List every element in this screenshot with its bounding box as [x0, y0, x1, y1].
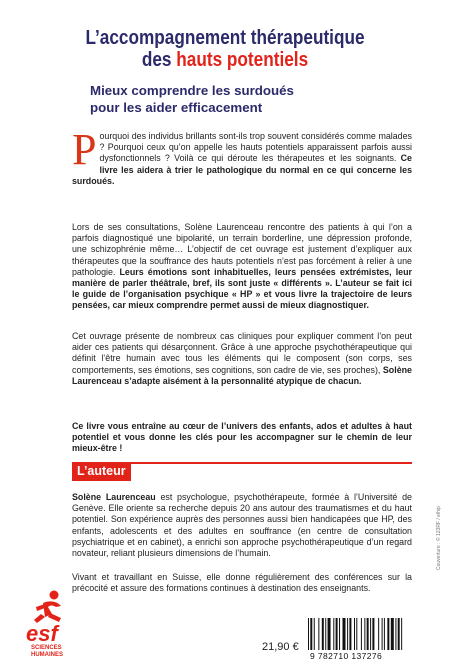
auteur-name: Solène Laurenceau	[72, 492, 156, 502]
para3-text: Cet ouvrage présente de nombreux cas cliniques pour expliquer comment l’on peut aider ces patients qui désarçonnent. Grâce à une approche psychothérapeutique qui définit l’être humain avec tous les éléments qui le composent (son corps, ses comportements, ses émotions, ses cognitions, son cadre de vie, ses proches),	[72, 331, 412, 375]
subtitle-line-2: pour les aider efficacement	[90, 100, 263, 115]
logo-sub2: HUMAINES	[31, 652, 64, 657]
title-prefix: des	[141, 49, 177, 71]
auteur-bio-2	[72, 572, 412, 594]
para3-text-bold: Solène Laurenceau s’adapte aisément à la personnalité atypique de chacun.	[72, 364, 412, 386]
paragraph-3	[72, 331, 412, 387]
book-subtitle	[90, 82, 294, 116]
auteur-bio2-text: Vivant et travaillant en Suisse, elle donne régulièrement des conférences sur la précocité et assure des formations continues à destination des enseignants.	[72, 572, 412, 594]
intro-text-bold: Ce livre les aidera à trier le pathologique du normal en ce qui concerne les surdoués.	[72, 153, 412, 186]
book-title	[32, 27, 419, 71]
title-highlight: hauts potentiels	[176, 49, 309, 71]
paragraph-4	[72, 421, 412, 455]
auteur-bio-text: est psychologue, psychothérapeute, formée à l’Université de Genève. Elle oriente sa recherche depuis 20 ans autour des traumatismes et du haut potentiel. Son expérience auprès des personnes aussi bien handicapées que HP, des enfants, adolescents et des adultes en souffrance (en centre de consultation psychiatrique et en cabinet), a enrichi son approche psychothérapeutique d’un regard novateur, reliant plusieurs dimensions de l’humain.	[72, 492, 412, 559]
running-figure-icon	[34, 591, 61, 624]
isbn-number: 9 782710 137276	[310, 651, 383, 661]
intro-paragraph	[72, 125, 412, 187]
auteur-heading: L’auteur	[72, 462, 131, 481]
title-line-2	[32, 49, 419, 71]
subtitle-line-1: Mieux comprendre les surdoués	[90, 83, 294, 98]
dropcap-letter: P	[72, 125, 97, 174]
auteur-bio	[72, 492, 412, 559]
logo-sub1: SCIENCES	[31, 645, 62, 651]
para4-text-bold: Ce livre vous entraîne au cœur de l’univers des enfants, ados et adultes à haut potentiel et vous donne les clés pour les accompagner sur le chemin de leur mieux-être !	[72, 421, 412, 454]
cover-credits: Couverture : © 123RF / elhip	[436, 506, 442, 570]
para2-text: Lors de ses consultations, Solène Laurenceau rencontre des patients à qui l’on a parfois diagnostiqué une bipolarité, un terrain borderline, une dépression profonde, une schizophrénie même… L’objectif de cet ouvrage est justement d’expliquer aux thérapeutes que la souffrance des hauts potentiels n’est pas forcément à relier à une pathologie.	[72, 222, 412, 277]
esf-logo	[23, 587, 75, 657]
price-label: 21,90 €	[262, 641, 299, 653]
title-line-1: L’accompagnement thérapeutique	[85, 27, 365, 49]
para2-text-bold: Leurs émotions sont inhabituelles, leurs pensées extrémistes, leur manière de parler théâtrale, bref, ils sont juste « différents ». L’auteur se fait ici le guide de l’organisation psychique « HP » et vous livre la trajectoire de leurs pensées, car mieux comprendre permet aussi de mieux diagnostiquer.	[72, 266, 412, 311]
intro-text: ourquoi des individus brillants sont-ils trop souvent considérés comme malades ? Pourquoi ceux qu’on appelle les hauts potentiels apparaissent parfois aussi dysfonctionnels ? Voilà ce qui déroute les thérapeutes et les soignants.	[99, 131, 412, 164]
logo-text: esf	[26, 621, 58, 646]
paragraph-2	[72, 222, 412, 312]
